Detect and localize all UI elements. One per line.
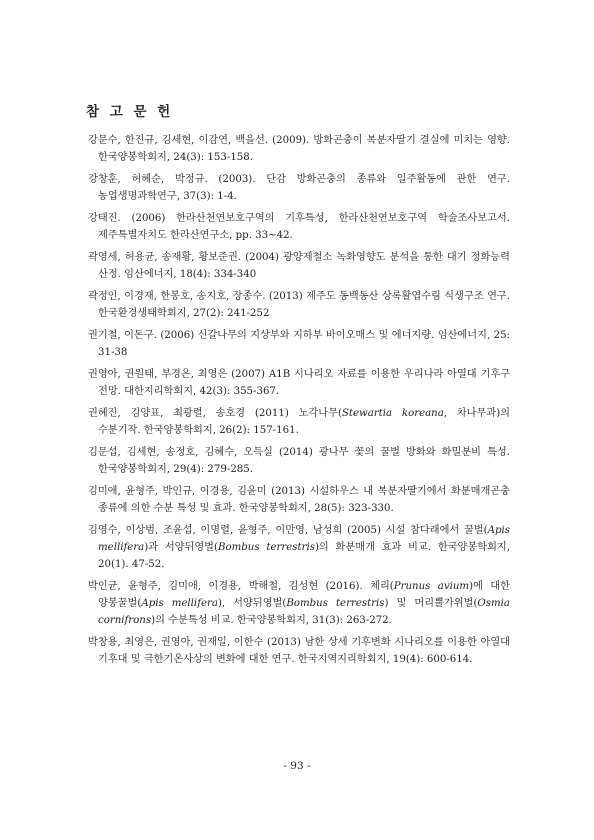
reference-text: 강창훈, 허혜순, 박정규. (2003). 단감 방화곤충의 종류와 일주활동에 관한 연구. 농업생명과학연구, 37(3): 1-4. (88, 174, 510, 202)
page-number: - 93 - (283, 760, 311, 772)
reference-list (88, 132, 510, 668)
reference-entry (88, 366, 510, 400)
reference-entry (88, 327, 510, 361)
reference-entry (88, 634, 510, 668)
species-name: Apis mellifera (141, 598, 218, 609)
reference-text: )에 대한 양봉꿀벌( (98, 581, 510, 609)
reference-entry (88, 444, 510, 478)
reference-text: ) 및 머리뿔가위벌( (384, 598, 478, 609)
reference-text: 박창용, 최영은, 권영아, 권재일, 이한수 (2013) 남한 상세 기후변화 시나리오를 이용한 아열대 기후대 및 극한기온사상의 변화에 대한 연구. 한국지역지리학회지, 19(4): 600-614. (88, 637, 510, 665)
reference-entry (88, 522, 510, 573)
species-name: Stewartia koreana (341, 408, 444, 419)
reference-text: 권기철, 이돈구. (2006) 신갈나무의 지상부와 지하부 바이오매스 및 에너지량. 임산에너지, 25: 31-38 (88, 330, 510, 358)
reference-entry (88, 483, 510, 517)
reference-text: 김미애, 윤형주, 박인규, 이경용, 김윤미 (2013) 시설하우스 내 복분자딸기에서 화분매개곤충 종류에 의한 수분 특성 및 효과. 한국양봉학회지, 28(5): 323-330. (88, 486, 510, 514)
reference-entry (88, 210, 510, 244)
section-title: 참 고 문 헌 (86, 104, 174, 120)
reference-entry (88, 171, 510, 205)
references-section (88, 100, 510, 673)
reference-text: 권혜진, 김양표, 최광렬, 송호경 (2011) 노각나무( (88, 408, 342, 419)
reference-text: 강태진. (2006) 한라산천연보호구역의 기후특성, 한라산천연보호구역 학술조사보고서. 제주특별자치도 한라산연구소, pp. 33~42. (88, 213, 510, 241)
reference-entry (88, 132, 510, 166)
reference-text: 김영수, 이상범, 조윤섭, 이명렬, 윤형주, 이만영, 남성희 (2005) 시설 참다래에서 꿀벌( (88, 525, 488, 536)
reference-text: 김문섭, 김세현, 송정호, 김혜수, 오득실 (2014) 광나무 꽃의 꿀벌 방화와 화밀분비 특성. 한국양봉학회지, 29(4): 279-285. (88, 447, 510, 475)
reference-entry (88, 578, 510, 629)
species-name: Osmia cornifrons (98, 598, 510, 626)
species-name: Bombus terrestris (286, 598, 385, 609)
reference-text: 박인균, 윤형주, 김미애, 이경용, 박해철, 김성현 (2016). 체리( (88, 581, 394, 592)
reference-entry (88, 288, 510, 322)
species-name: Apis mellifera (98, 525, 510, 553)
reference-text: )의 화분매개 효과 비교. 한국양봉학회지, 20(1). 47-52. (98, 542, 510, 570)
species-name: Prunus avium (393, 581, 470, 592)
reference-entry (88, 405, 510, 439)
reference-text: 곽영세, 허용균, 송재황, 황보준권. (2004) 광양제철소 녹화영향도 분석을 통한 대기 정화능력 산정. 임산에너지, 18(4): 334-340 (88, 252, 510, 280)
reference-text: ), 서양뒤영벌( (217, 598, 287, 609)
reference-text: 권영아, 권원태, 부경온, 최영은 (2007) A1B 시나리오 자료를 이용한 우리나라 아열대 기후구 전망. 대한지리학회지, 42(3): 355-367. (88, 369, 510, 397)
reference-text: , 차나무과)의 수분기작. 한국양봉학회지, 26(2): 157-161. (98, 408, 511, 436)
reference-entry (88, 249, 510, 283)
reference-text: 곽정인, 이경재, 한봉호, 송지호, 장종수. (2013) 제주도 동백동산 상록활엽수림 식생구조 연구. 한국환경생태학회지, 27(2): 241-252 (88, 291, 510, 319)
reference-text: 강문수, 한진규, 김세현, 이감연, 백을선. (2009). 방화곤충이 복분자딸기 결실에 미치는 영향. 한국양봉학회지, 24(3): 153-158. (88, 135, 510, 163)
reference-text: )의 수분특성 비교. 한국양봉학회지, 31(3): 263-272. (151, 615, 392, 626)
species-name: Bombus terrestris (218, 542, 315, 553)
reference-text: )과 서양뒤영벌( (144, 542, 218, 553)
